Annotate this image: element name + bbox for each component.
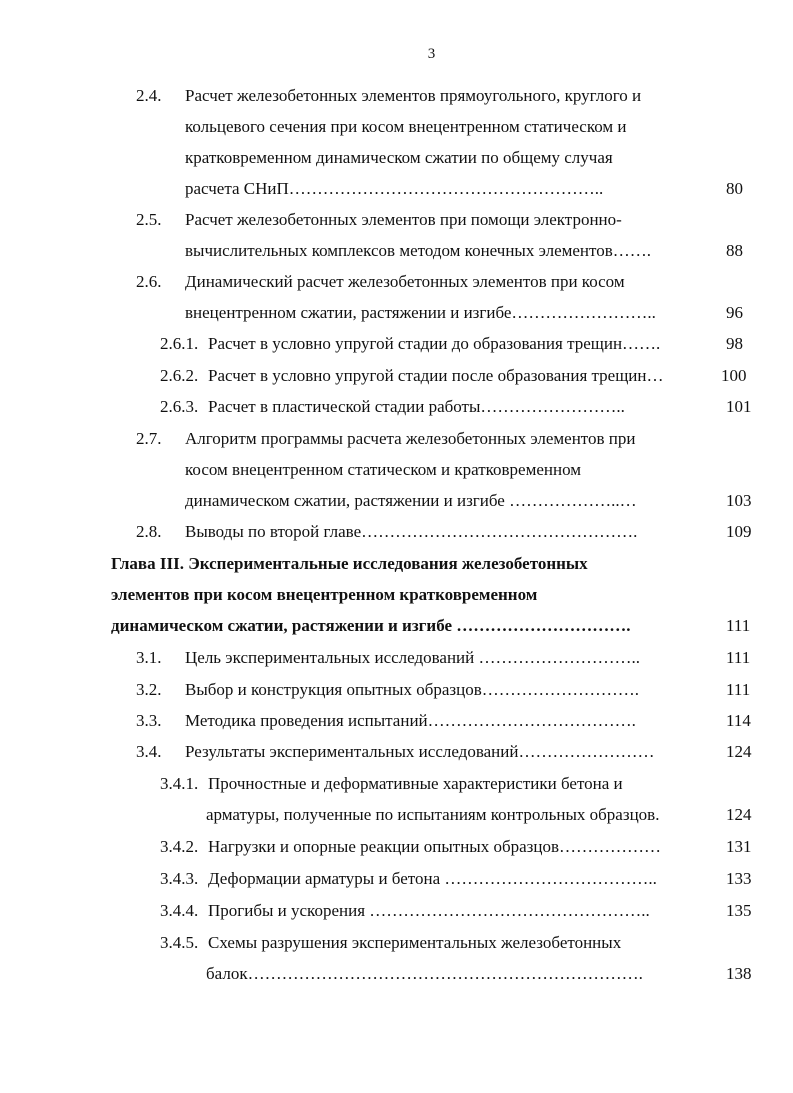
toc-entry-line: Результаты экспериментальных исследований…………………… [185, 742, 655, 761]
toc-entry-number: 3.1. [136, 648, 162, 667]
toc-entry-line: Выбор и конструкция опытных образцов………………………. [185, 680, 639, 699]
toc-entry-page: 133 [726, 869, 752, 888]
toc-entry-number: 2.4. [136, 86, 162, 105]
toc-entry-number: 3.4.4. [160, 901, 199, 920]
toc-entry-number: 2.5. [136, 210, 162, 229]
toc-entry-page: 124 [726, 742, 752, 761]
toc-entry-page: 111 [726, 616, 751, 635]
toc-entry-line: Методика проведения испытаний………………………………. [185, 711, 636, 730]
toc-entry-number: 3.4.3. [160, 869, 199, 888]
toc-entry-line: Расчет в условно упругой стадии до образования трещин……. [208, 334, 661, 353]
toc-entry-page: 124 [726, 805, 752, 824]
toc-entry-line: Нагрузки и опорные реакции опытных образцов……………… [208, 837, 662, 856]
toc-entry-page: 80 [726, 179, 743, 198]
toc-entry-line: косом внецентренном статическом и кратковременном [185, 460, 582, 479]
toc-entry-line: Расчет железобетонных элементов при помощи электронно- [185, 210, 622, 229]
toc-entry-number: 3.4.2. [160, 837, 199, 856]
toc-entry-line: вычислительных комплексов методом конечных элементов……. [185, 241, 652, 260]
toc-entry-page: 111 [726, 680, 751, 699]
toc-entry-number: 2.6.3. [160, 397, 199, 416]
toc-entry-number: 2.8. [136, 522, 162, 541]
toc-entry-line: расчета СНиП……………………………………………….. [185, 179, 604, 198]
toc-entry-number: 2.6.1. [160, 334, 199, 353]
toc-entry-line: Прогибы и ускорения ………………………………………….. [208, 901, 650, 920]
toc-entry-line: Прочностные и деформативные характеристики бетона и [208, 774, 623, 793]
toc-entry-line: Цель экспериментальных исследований ……………………….. [185, 648, 640, 667]
toc-entry-page: 114 [726, 711, 751, 730]
page-number: 3 [427, 46, 436, 62]
toc-entry-line: Расчет в пластической стадии работы…………………….. [208, 397, 625, 416]
toc-entry-page: 138 [726, 964, 752, 983]
toc-entry-line: динамическом сжатии, растяжении и изгибе ………………..… [185, 491, 637, 510]
chapter-title-line: Глава III. Экспериментальные исследования железобетонных [111, 554, 588, 573]
toc-entry-page: 111 [726, 648, 751, 667]
toc-entry-line: кратковременном динамическом сжатии по общему случая [185, 148, 613, 167]
toc-entry-line: Алгоритм программы расчета железобетонных элементов при [185, 429, 636, 448]
toc-entry-line: Схемы разрушения экспериментальных железобетонных [208, 933, 622, 952]
toc-entry-page: 131 [726, 837, 752, 856]
toc-entry-number: 2.6. [136, 272, 162, 291]
toc-entry-page: 98 [726, 334, 743, 353]
toc-entry-page: 135 [726, 901, 752, 920]
toc-entry-number: 3.2. [136, 680, 162, 699]
toc-entry-page: 103 [726, 491, 752, 510]
chapter-title-line: элементов при косом внецентренном кратковременном [111, 585, 538, 604]
toc-entry-line: Расчет в условно упругой стадии после образования трещин… [208, 366, 664, 385]
toc-entry-number: 3.4.5. [160, 933, 199, 952]
toc-entry-line: кольцевого сечения при косом внецентренном статическом и [185, 117, 627, 136]
toc-entry-line: Деформации арматуры и бетона ……………………………….. [208, 869, 657, 888]
toc-entry-number: 3.4.1. [160, 774, 199, 793]
toc-entry-line: балок……………………………………………………………. [206, 964, 643, 983]
toc-entry-number: 3.3. [136, 711, 162, 730]
toc-entry-number: 2.6.2. [160, 366, 199, 385]
toc-entry-page: 96 [726, 303, 743, 322]
toc-entry-line: арматуры, полученные по испытаниям контрольных образцов. [206, 805, 660, 824]
toc-entry-page: 88 [726, 241, 743, 260]
toc-entry-number: 2.7. [136, 429, 162, 448]
toc-entry-number: 3.4. [136, 742, 162, 761]
toc-entry-line: Динамический расчет железобетонных элементов при косом [185, 272, 625, 291]
toc-entry-page: 100 [721, 366, 747, 385]
toc-entry-line: внецентренном сжатии, растяжении и изгибе…………………….. [185, 303, 656, 322]
toc-entry-page: 101 [726, 397, 752, 416]
toc-entry-line: Расчет железобетонных элементов прямоугольного, круглого и [185, 86, 642, 105]
toc-entry-page: 109 [726, 522, 752, 541]
toc-entry-line: Выводы по второй главе…………………………………………. [185, 522, 638, 541]
chapter-title-line: динамическом сжатии, растяжении и изгибе …………………………. [111, 616, 631, 635]
